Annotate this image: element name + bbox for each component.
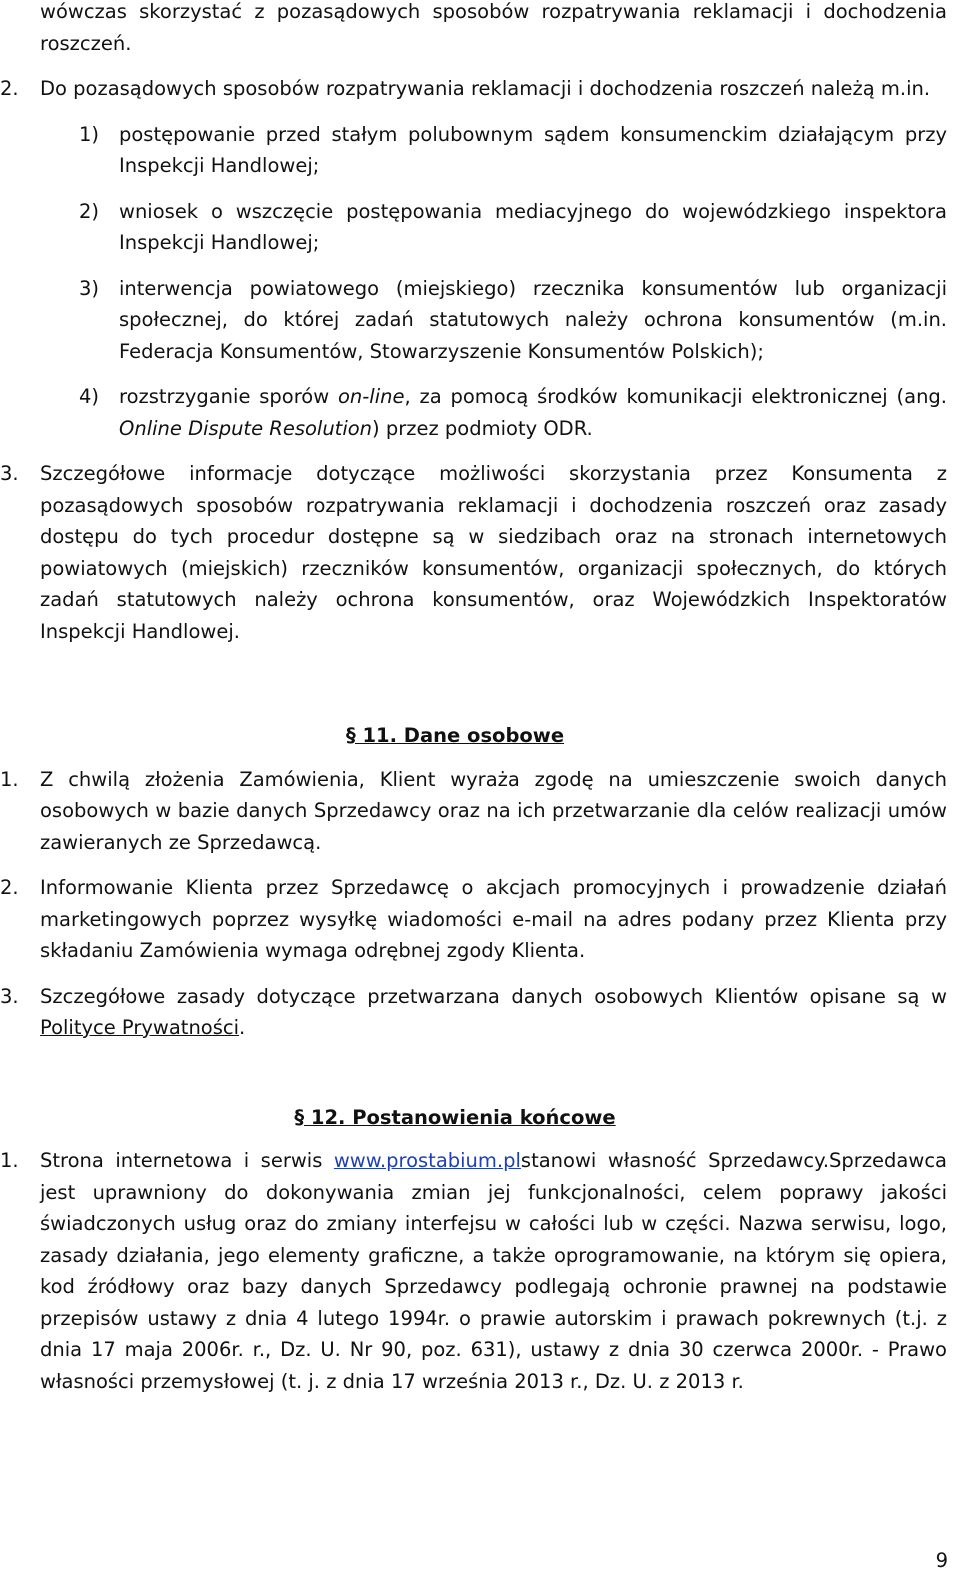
s11-paragraph-2-number: 2. (0, 876, 19, 899)
s12-paragraph-1-text-b: stanowi własność Sprzedawcy.Sprzedawca jest uprawniony do dokonywania zmian jej funkcjonalności, celem poprawy jakości świadczonych usług oraz do zmiany interfejsu w całości lub w części. Nazwa serwisu, logo, zasady działania, jego elementy graficzne, a także oprogramowanie, na którym się opiera, kod źródłowy oraz bazy danych Sprzedawcy podlegają ochronie prawnej na podstawie przepisów ustawy z dnia 4 lutego 1994r. o prawie autorskim i prawach pokrewnych (t.j. z dnia 17 maja 2006r. r., Dz. U. Nr 90, poz. 631), ustawy z dnia 30 czerwca 2000r. - Prawo własności przemysłowej (t. j. z dnia 17 września 2013 r., Dz. U. z 2013 r. (40, 1149, 947, 1393)
s11-paragraph-2-text: Informowanie Klienta przez Sprzedawcę o akcjach promocyjnych i prowadzenie działań marketingowych poprzez wysyłkę wiadomości e-mail na adres podany przez Klienta przy składaniu Zamówienia wymaga odrębnej zgody Klienta. (40, 876, 947, 962)
s11-paragraph-2 (0, 872, 947, 967)
website-link[interactable]: www.prostabium.pl (333, 1149, 521, 1172)
s10-list-item-1-number: 1) (79, 122, 100, 146)
s10-paragraph-3-number: 3. (0, 462, 19, 485)
s11-paragraph-1-number: 1. (0, 767, 19, 791)
s10-paragraph-2-text: Do pozasądowych sposobów rozpatrywania reklamacji i dochodzenia roszczeń należą m.in. (40, 77, 931, 100)
s11-paragraph-3 (0, 981, 947, 1044)
s10-paragraph-3-text: Szczegółowe informacje dotyczące możliwości skorzystania przez Konsumenta z pozasądowych sposobów rozpatrywania reklamacji i dochodzenia roszczeń oraz zasady dostępu do tych procedur dostępne są w siedzibach oraz na stronach internetowych powiatowych (miejskich) rzeczników konsumentów, organizacji społecznych, do których zadań statutowych należy ochrona konsumentów, oraz Wojewódzkich Inspektoratów Inspekcji Handlowej. (40, 462, 947, 643)
s10-paragraph-1-continuation: wówczas skorzystać z pozasądowych sposobów rozpatrywania reklamacji i dochodzenia roszczeń. (40, 0, 947, 55)
s11-paragraph-3-number: 3. (0, 984, 19, 1008)
s12-paragraph-1-number: 1. (0, 1149, 19, 1172)
s11-paragraph-1-text: Z chwilą złożenia Zamówienia, Klient wyraża zgodę na umieszczenie swoich danych osobowych w bazie danych Sprzedawcy oraz na ich przetwarzanie dla celów realizacji umów zawieranych ze Sprzedawcą. (40, 767, 947, 854)
s10-list-item-3 (79, 273, 947, 368)
s10-list-item-3-number: 3) (79, 276, 100, 300)
s10-paragraph-2 (0, 73, 947, 105)
s11-paragraph-3-text-a: Szczegółowe zasady dotyczące przetwarzana danych osobowych Klientów opisane są w (40, 984, 947, 1008)
s10-list-item-4 (79, 381, 947, 444)
s10-paragraph-2-number: 2. (0, 77, 19, 100)
s10-list-item-4-text-a: rozstrzyganie sporów (119, 385, 338, 408)
s10-list-item-2-text: wniosek o wszczęcie postępowania mediacyjnego do wojewódzkiego inspektora Inspekcji Handlowej; (119, 199, 947, 254)
s11-paragraph-1 (0, 764, 947, 859)
s10-list-item-4-number: 4) (79, 385, 100, 408)
s10-list-item-1-text: postępowanie przed stałym polubownym sądem konsumenckim działającym przy Inspekcji Handlowej; (119, 122, 947, 177)
s10-list-item-4-text-c: , za pomocą środków komunikacji elektronicznej (ang. (404, 385, 947, 408)
s10-list-item-4-online: on-line (337, 385, 405, 408)
s12-paragraph-1-text-a: Strona internetowa i serwis (40, 1149, 334, 1172)
section-11-heading: § 11. Dane osobowe (345, 724, 565, 747)
s12-paragraph-1 (0, 1145, 947, 1397)
privacy-policy-link[interactable]: Polityce Prywatności (40, 1016, 240, 1039)
s10-list-item-1 (79, 119, 947, 182)
s10-list-item-4-text-e: ) przez podmioty ODR. (372, 416, 593, 440)
s10-paragraph-3 (0, 458, 947, 647)
page-number: 9 (935, 1549, 948, 1572)
s10-list-item-2 (79, 196, 947, 259)
s10-list-item-4-odr-term: Online Dispute Resolution (119, 416, 373, 440)
s11-paragraph-3-text-b: . (239, 1016, 246, 1039)
s10-list-item-3-text: interwencja powiatowego (miejskiego) rzecznika konsumentów lub organizacji społecznej, do której zadań statutowych należy ochrona konsumentów (m.in. Federacja Konsumentów, Stowarzyszenie Konsumentów Polskich); (119, 276, 947, 363)
section-12-heading: § 12. Postanowienia końcowe (294, 1105, 616, 1129)
s10-list-item-2-number: 2) (79, 199, 100, 223)
